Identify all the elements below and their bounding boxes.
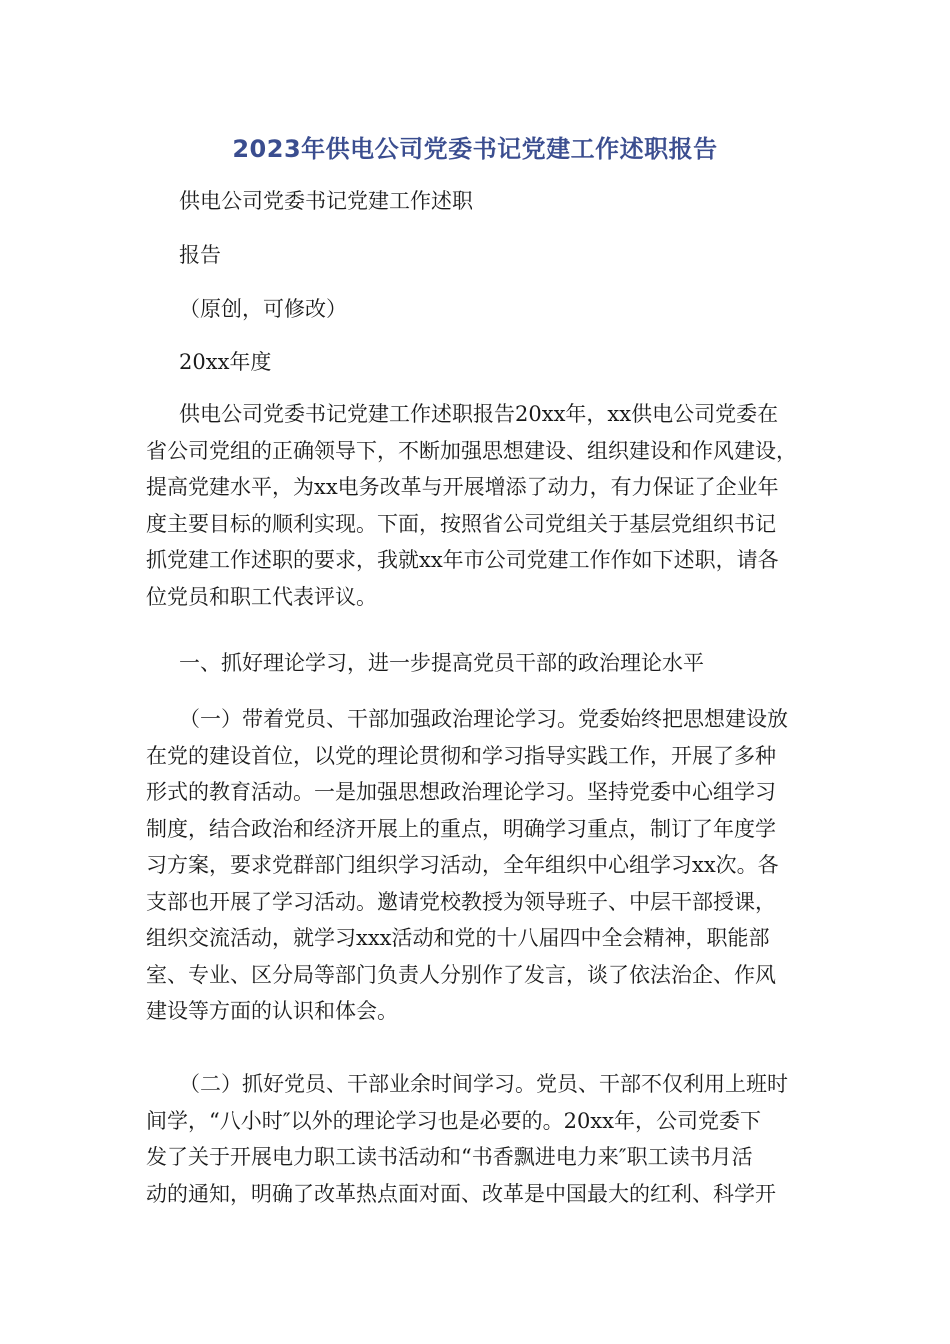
paragraph-line: 抓党建工作述职的要求，我就xx年市公司党建工作作如下述职，请各 xyxy=(146,548,779,572)
paragraph-line: （二）抓好党员、干部业余时间学习。党员、干部不仅利用上班时 xyxy=(179,1072,788,1096)
paragraph-line: 发了关于开展电力职工读书活动和“书香飘进电力来″职工读书月活 xyxy=(146,1145,753,1169)
paragraph-subsection-2 xyxy=(146,1066,799,1212)
paragraph-line: 组织交流活动，就学习xxx活动和党的十八届四中全会精神，职能部 xyxy=(146,926,770,950)
paragraph-line: 间学，“八小时″以外的理论学习也是必要的。20xx年，公司党委下 xyxy=(146,1108,761,1133)
paragraph-line: 形式的教育活动。一是加强思想政治理论学习。坚持党委中心组学习 xyxy=(146,780,776,804)
paragraph-line: 习方案，要求党群部门组织学习活动，全年组织中心组学习xx次。各 xyxy=(146,853,779,877)
paragraph-line: 建设等方面的认识和体会。 xyxy=(146,999,398,1023)
header-line-1: 供电公司党委书记党建工作述职 xyxy=(179,189,473,213)
paragraph-line: 位党员和职工代表评议。 xyxy=(146,584,377,609)
paragraph-line: 省公司党组的正确领导下，不断加强思想建设、组织建设和作风建设， xyxy=(146,438,797,463)
paragraph-line: 动的通知，明确了改革热点面对面、改革是中国最大的红利、科学开 xyxy=(146,1181,776,1206)
header-line-2: 报告 xyxy=(179,243,221,267)
paragraph-intro xyxy=(146,396,799,615)
paragraph-line: 支部也开展了学习活动。邀请党校教授为领导班子、中层干部授课， xyxy=(146,889,776,914)
paragraph-subsection-1 xyxy=(146,701,799,1030)
header-line-3: （原创，可修改） xyxy=(179,297,347,321)
header-line-4: 20xx年度 xyxy=(179,350,272,374)
paragraph-line: 提高党建水平，为xx电务改革与开展增添了动力，有力保证了企业年 xyxy=(146,475,779,499)
section-heading-1: 一、抓好理论学习，进一步提高党员干部的政治理论水平 xyxy=(179,651,704,675)
paragraph-line: 制度，结合政治和经济开展上的重点，明确学习重点，制订了年度学 xyxy=(146,816,776,841)
document-title: 2023年供电公司党委书记党建工作述职报告 xyxy=(232,135,718,163)
paragraph-line: 供电公司党委书记党建工作述职报告20xx年，xx供电公司党委在 xyxy=(179,402,779,426)
paragraph-line: 度主要目标的顺利实现。下面，按照省公司党组关于基层党组织书记 xyxy=(146,511,776,536)
paragraph-line: 室、专业、区分局等部门负责人分别作了发言，谈了依法治企、作风 xyxy=(146,962,776,987)
paragraph-line: （一）带着党员、干部加强政治理论学习。党委始终把思想建设放 xyxy=(179,707,788,731)
paragraph-line: 在党的建设首位，以党的理论贯彻和学习指导实践工作，开展了多种 xyxy=(146,743,776,768)
